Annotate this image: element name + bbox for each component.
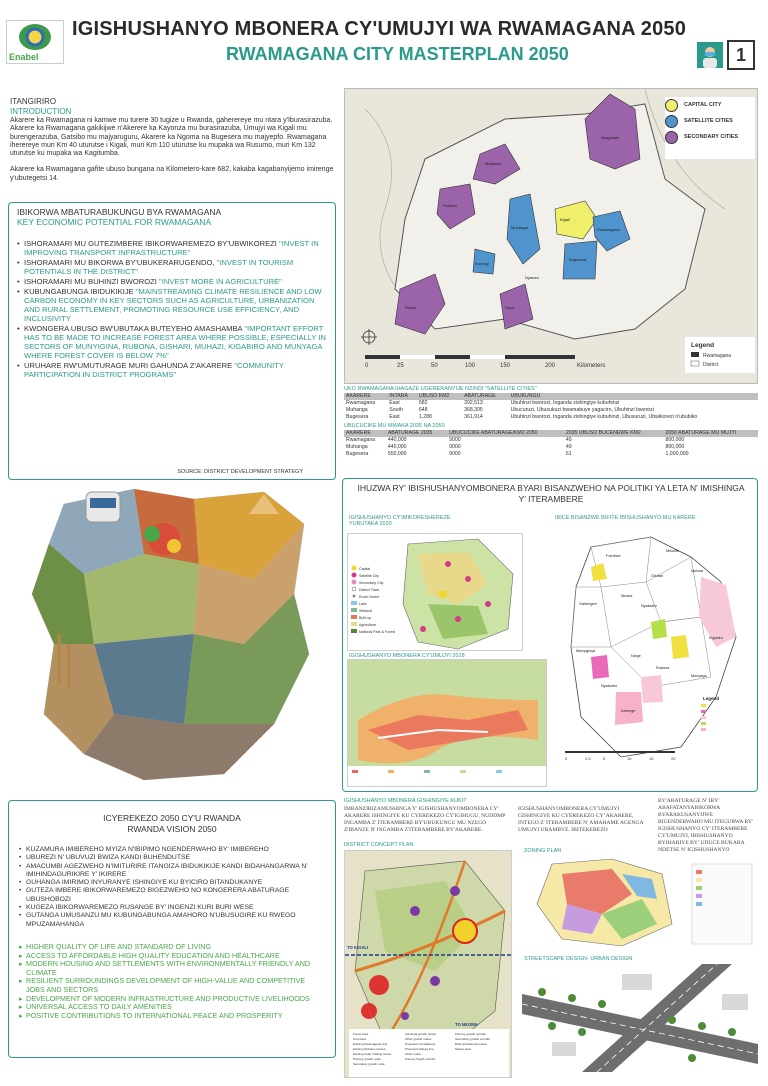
- landuse-legend-item: Secondary City: [359, 581, 384, 585]
- policy-alignment-box: [342, 478, 758, 792]
- streetscape-title: STREETSCAPE DESIGN- URBAN DESIGN: [524, 956, 633, 962]
- concept-legend-item: Existing Rwamagana City: [353, 1042, 388, 1046]
- landuse-legend-item: Agriculture: [359, 623, 377, 627]
- sector-label: Rubona: [656, 666, 670, 670]
- landuse-legend-item: National Park & Forest: [359, 630, 396, 634]
- district-concept-plan-map: [344, 850, 512, 1078]
- city-label: Karongi: [475, 261, 489, 266]
- policy-heading: IHUZWA RY' IBISHUSHANYOMBONERA BYARI BISANZWEHO NA POLITIKI YA LETA N' IMISHINGA Y' ITERAMBERE: [357, 483, 745, 504]
- landuse-2020-title: IGISHUSHANYO CY'IMIKORESHEREZE YUBUTAKA 2020: [349, 515, 451, 527]
- concept-legend-item: Primary freight corridor: [405, 1057, 436, 1061]
- table-row: Bugesera East 1,288 361,914 Ubuhinzi bworozi, Inganda zishingiye kubuhinzi, Ubusuruzi, Ubwikorezi n'ububiko: [346, 414, 698, 420]
- sector-label: Nyakaliro: [641, 604, 657, 608]
- concept-legend-item: Nature area: [455, 1047, 471, 1051]
- econ-heading-en: KEY ECONOMIC POTENTIAL FOR RWAMAGANA: [17, 217, 212, 227]
- scale-50: 50: [431, 363, 438, 369]
- sector-scale: 0: [565, 756, 568, 761]
- concept-legend-item: Primary growth node: [353, 1057, 381, 1061]
- introduction-section: [10, 97, 336, 183]
- city-label: Musanze: [485, 161, 502, 166]
- scale-150: 150: [500, 363, 511, 369]
- poster-header: [0, 0, 768, 82]
- rwanda-seal-icon: [19, 24, 51, 50]
- sector-label: Muhazi: [691, 569, 704, 573]
- table-2-caption: UBUCUCIKE MU MWAKA 2035 NA 2050: [344, 423, 445, 429]
- density-table: AKARERE ABATURAGE 2035 UBUCUCIKE ABATURAGE/KM2 2050 2035 UBUSO BUCENEWE KM2 2050 ABATURAGE MU MUJYI Rwamagana 440,000 9000 49 800,000 Muhanga 440,000 9000 49 800,000 Bugesera 550,000 9000 61 1,000,000: [344, 430, 758, 458]
- vision-title-rw: ICYEREKEZO 2050 CY'U RWANDA: [103, 813, 241, 823]
- basis-text-2: IGISHUSHANYOMBONERA CY'UMUJYI GISHINGIYE KU CYEREKEZO CY' AKARERE, INTEGO Z' ITERAMBERE N' AMAHAME AGENGA UMUJYI URAMBYE. IBITEKEREZO: [518, 806, 644, 833]
- intro-paragraph-1: Akarere ka Rwamagana ni kamwe mu turere 30 tugize u Rwanda, gaherereye mu ntara y'Iburasirazuba. Akarere ka Rwamagana gakikijwe n'Akerere ka Kayonza mu burasirazuba, Umujyi wa Kigali mu burengerazuba, Gatsibo mu majyaruguru, Akarere ka Ngoma na Bugesera mu majyepfo. Rwamagana iherereye muri Km 40 uturutse i Kigali, muri Km 110 uturutse ku mupaka wa Rusumo, muri Km 132 uturutse ku mupaka wa Kagitumba.: [10, 117, 333, 158]
- vision-title-en: RWANDA VISION 2050: [127, 823, 217, 834]
- econ-source: SOURCE: DISTRICT DEVELOPMENT STRATEGY: [177, 469, 303, 475]
- legend-dot: [665, 99, 678, 112]
- logo-text: Enabel: [9, 52, 39, 62]
- sector-label: Gishari: [651, 574, 664, 578]
- intro-paragraph-2: Akarere ka Rwamagana gafite ubuso bungana na Kilometero-kare 682, kakaba kagabanyijemo imirenge y'ubutegetsi 14.: [10, 166, 334, 182]
- concept-legend-item: Proposed roundabouts: [405, 1042, 436, 1046]
- satellite-cities-table: AKARERE INTARA UBUSO KM2 ABATURAGE UBUKUNGU Rwamagana East 682 392,513 Ubuhinzi bworozi, Inganda zishingiye kubuhinzi Muhanga South 648 368,305 Ubucuruzi, Ubusukuzi bwamabuye yagaciro, Ubuhinzi bworozi Bugesera East 1,288 361,914 Ubuhinzi bworozi, Inganda zishingiye kubuhinzi, Ubusuruzi, Ubwikorezi n'ububiko: [344, 393, 758, 421]
- list-item: ▸ ACCESS TO AFFORDABLE HIGH QUALITY EDUCATION AND HEALTHCARE: [19, 952, 325, 961]
- city-label: Rwamagana: [597, 227, 620, 232]
- econ-list: [17, 239, 327, 379]
- concept-legend-item: Secondary growth node: [353, 1062, 385, 1066]
- city-label: Bugesera: [569, 257, 587, 262]
- sector-scale: 2.5: [585, 756, 591, 761]
- person-icon: [697, 42, 723, 68]
- concept-legend-item: Forest area: [353, 1032, 369, 1036]
- rwanda-collage-image: [24, 484, 316, 784]
- to-kigali-label: TO KIGALI: [347, 945, 369, 950]
- table-row: Rwamagana East 682 392,513 Ubuhinzi bworozi, Inganda zishingiye kubuhinzi: [346, 400, 620, 406]
- concept-plan-title: DISTRICT CONCEPT PLAN: [344, 842, 414, 848]
- title-kinyarwanda: IGISHUSHANYO MBONERA CY'UMUJYI WA RWAMAGANA 2050: [72, 18, 687, 40]
- sector-scale: 5: [603, 756, 606, 761]
- landuse-legend-item: Wetland: [359, 609, 373, 613]
- list-item: ▸ RESILIENT SURROUNDINGS DEVELOPMENT OF HIGH-VALUE AND COMPETITIVE JOBS AND SECTORS: [19, 977, 325, 994]
- landuse-legend-item: District Town: [359, 588, 380, 592]
- list-item: • URUHARE RW'UMUTURAGE MURI GAHUNDA Z'AKARERE "COMMUNITY PARTICIPATION IN DISTRICT PROGRAMS": [17, 361, 327, 379]
- list-item: • UBUREZI N' UBUVUZI BWIZA KANDI BUHENDUTSE: [19, 854, 325, 862]
- concept-legend-item: Other roads: [405, 1052, 421, 1056]
- page-number: 1: [727, 40, 755, 70]
- legend-secondary: SECONDARY CITIES: [665, 129, 755, 145]
- sector-label: Musha: [621, 594, 633, 598]
- sector-plans-title: IBICE BISANZWE BIFITE IBISHUSHANYO MU KARERE: [555, 515, 696, 521]
- list-item: ▸ MODERN HOUSING AND SETTLEMENTS WITH ENVIRONMENTALLY FRIENDLY AND CLIMATE: [19, 960, 325, 977]
- table-row: Rwamagana 440,000 9000 49 800,000: [346, 437, 685, 443]
- question-title: IGISHUSHANYO MBONERA GISHINGIYE KUKI?: [344, 798, 467, 804]
- sector-label: Karenge: [621, 709, 636, 713]
- list-item: • KUZAMURA IMIBEREHO MYIZA N'IBIPIMO NGENDERWAHO BY' IMIBEREHO: [19, 846, 325, 854]
- city-label: Muhanga: [511, 225, 528, 230]
- city-label: Rusizi: [405, 305, 416, 310]
- list-item: • GUTANGA UMUSANZU MU KUBUNGABUNGA AMAHORO N'UBUSUGIRE KU RWEGO MPUZAMAHANGA: [19, 912, 325, 929]
- landuse-legend-item: Satellite City: [359, 574, 379, 578]
- landuse-legend-item: Built up: [359, 616, 371, 620]
- vision-en-list: [19, 943, 325, 1020]
- city-label: Nyanza: [525, 275, 539, 280]
- sector-label: Nyakariro: [601, 684, 618, 688]
- concept-legend-item: Proposed railway line: [405, 1047, 434, 1051]
- sector-label: Kigabiro: [709, 636, 723, 640]
- intro-heading-rw: ITANGIRIRO: [10, 97, 57, 106]
- basis-text-1: IMBANZIRIZAMUSHINGA Y' IGISHUSHANYOMBONERA CY' AKARERE ISHINGIYE KU CYEREKEZO CY'IGIHUGU, NUDDMP INGAMBA Z' ITERAMBERE BY'UBUKUNGU MU NZEGO Z'IBANZE N' INGAMBA Z'ITERAMBERE BY'AKARERE.: [344, 806, 506, 833]
- legend-district-name: Rwamagana: [703, 353, 732, 359]
- list-item: • GUTEZA IMBERE IBIKORWAREMEZO BIGEZWEHO NO KONGERERA ABATURAGE UBUSHOBOZI: [19, 887, 325, 904]
- city-plan-2018-title: IGISHUSHANYO MBONERA CY'UMUJYI 2018: [349, 653, 465, 659]
- scale-200: 200: [545, 363, 556, 369]
- list-item: • KUBUNGABUNGA IBIDUKIKIJE "MAINSTREAMING CLIMATE RESILIENCE AND LOW CARBON ECONOMY IN KEY SECTORS SUCH AS AGRICULTURE, URBANIZATION AND RURAL SETTLEMENT, PROMOTING RESOURCE USE EFFICIENCY, AND INCLUSIVITY: [17, 287, 327, 323]
- sector-label: Munyaga: [691, 674, 707, 678]
- list-item: ▸ UNIVERSAL ACCESS TO DAILY AMENITIES: [19, 1003, 325, 1012]
- legend-satellite: SATELLITE CITIES: [665, 113, 755, 129]
- enabel-logo: [6, 20, 64, 64]
- concept-legend-item: Built up/settlement area: [455, 1042, 487, 1046]
- sector-label: Munyiginya: [576, 649, 596, 653]
- legend-boundary: District: [703, 362, 719, 368]
- city-label: Nyagatare: [601, 135, 620, 140]
- legend-dot: [665, 131, 678, 144]
- economic-potential-box: [8, 202, 336, 480]
- zoning-plan-title: ZONING PLAN: [524, 848, 562, 854]
- city-type-legend: [665, 97, 755, 159]
- vision-rw-list: [19, 846, 325, 929]
- rwanda-cities-map: [344, 88, 758, 384]
- concept-legend-item: Industrial growth nodes: [405, 1032, 437, 1036]
- title-english: RWAMAGANA CITY MASTERPLAN 2050: [226, 44, 569, 64]
- basis-text-3: BY'ABATURAGE N' IBY' ABAFATANYABIKORWA BYARAKUSANYIJWE BIGENDERWAHO MU ITEGURWA RY' IGISHUSHANYO CY' ITERAMBERE CY'UMUJYI, IBISHUSHANYO BYIHARIYE BY' UDUCE BUKABA NDETSE N' IGISHUSHANYO: [658, 798, 754, 853]
- table-row: Muhanga 440,000 9000 49 800,000: [346, 444, 685, 450]
- sector-scale: 10: [627, 756, 632, 761]
- sector-label: Fumbwe: [606, 554, 621, 558]
- list-item: • ISHORAMARI MU GUTEZIMBERE IBIKORWAREMEZO BY'UBWIKOREZI "INVEST IN IMPROVING TRANSPORT INFRASTRUCTURE": [17, 239, 327, 257]
- concept-legend-item: Existing Solar Trading centre: [353, 1052, 392, 1056]
- city-label: Rubavu: [443, 203, 457, 208]
- comparison-tables: [344, 385, 758, 460]
- concept-legend-item: Secondary growth corridor: [455, 1037, 491, 1041]
- intro-heading-en: INTRODUCTION: [10, 107, 72, 116]
- scale-unit: Kilometers: [577, 363, 606, 369]
- landuse-legend-item: Lake: [359, 602, 367, 606]
- list-item: • KWONGERA UBUSO BW'UBUTAKA BUTEYEHO AMASHAMBA "IMPORTANT EFFORT HAS TO BE MADE TO INCREASE FOREST AREA WHERE POSSIBLE, ESPECIALLY IN SECTORS OF MUNYIGINA, RUBONA, GISHARI, MUHAZI, KIGABIRO AND MUNYAGA WHERE FOREST COVER IS BELOW 7%": [17, 324, 327, 360]
- sector-label: Mwulire: [666, 549, 680, 553]
- plan-details-section: [344, 796, 758, 1078]
- table-1-caption: UKO RWAMAGANA IHAGAZE UGERERANYIJE NZINDI "SATELLITE CITIES": [344, 386, 537, 392]
- city-label: Huye: [505, 305, 515, 310]
- list-item: • ISHORAMARI MU BUHINZI BWOROZI "INVEST MORE IN AGRICULTURE": [17, 277, 327, 286]
- legend-capital: CAPITAL CITY: [665, 97, 755, 113]
- sector-label: Gahengeri: [579, 602, 597, 606]
- sector-label: Nzige: [631, 654, 641, 658]
- scale-100: 100: [465, 363, 476, 369]
- zoning-plan-map: [522, 854, 758, 950]
- landuse-legend-item: Rural Centre: [359, 595, 380, 599]
- city-plan-2018-map: [347, 659, 547, 787]
- list-item: • GUHANGA IMIRIMO INYURANYE ISHINGIYE KU BYICIRO BITANDUKANYE: [19, 879, 325, 887]
- table-row: Bugesera 550,000 9000 61 1,000,000: [346, 451, 689, 457]
- to-nkoma-label: TO NKOMA: [455, 1022, 478, 1027]
- scale-0: 0: [365, 363, 369, 369]
- landuse-legend-item: Capital: [359, 567, 371, 571]
- sector-scale: 20: [671, 756, 676, 761]
- concept-legend-item: Crop land: [353, 1037, 367, 1041]
- list-item: • ISHORAMARI MU BIKORWA BY'UBUKERARUGENDO, "INVEST IN TOURISM POTENTIALS IN THE DISTRICT": [17, 258, 327, 276]
- vision-2050-box: [8, 800, 336, 1058]
- concept-legend-item: Existing Rubave centres: [353, 1047, 386, 1051]
- map-legend-title: Legend: [691, 342, 715, 349]
- list-item: • AMACUMBI AGEZWEHO N'IMITURIRE ITANGIZA IBIDUKIKIJE KANDI BIDAHANGARWA N' IMIHINDAGURIKIRE Y' IKIRERE: [19, 863, 325, 880]
- concept-legend-item: Other growth nodes: [405, 1037, 432, 1041]
- city-label: Kigali: [560, 217, 570, 222]
- list-item: • KUGEZA IBIKORWAREMEZO RUSANGE BY' INGENZI KURI BURI WESE: [19, 904, 325, 912]
- streetscape-rendering: [522, 964, 758, 1072]
- list-item: ▸ POSITIVE CONTRIBUTIONS TO INTERNATIONAL PEACE AND PROSPERITY: [19, 1012, 325, 1021]
- landuse-map-2020: [347, 533, 523, 651]
- sector-legend-title: Legend: [703, 696, 720, 701]
- list-item: ▸ DEVELOPMENT OF MODERN INFRASTRUCTURE AND PRODUCTIVE LIVELIHOODS: [19, 995, 325, 1004]
- scale-25: 25: [397, 363, 404, 369]
- table-row: Muhanga South 648 368,305 Ubucuruzi, Ubusukuzi bwamabuye yagaciro, Ubuhinzi bworozi: [346, 407, 654, 413]
- econ-heading-rw: IBIKORWA MBATURABUKUNGU BYA RWAMAGANA: [17, 207, 222, 217]
- sector-plans-map: [551, 527, 755, 789]
- legend-dot: [665, 115, 678, 128]
- list-item: ▸ HIGHER QUALITY OF LIFE AND STANDARD OF LIVING: [19, 943, 325, 952]
- sector-scale: 15: [649, 756, 654, 761]
- concept-legend-item: Primary growth corridor: [455, 1032, 487, 1036]
